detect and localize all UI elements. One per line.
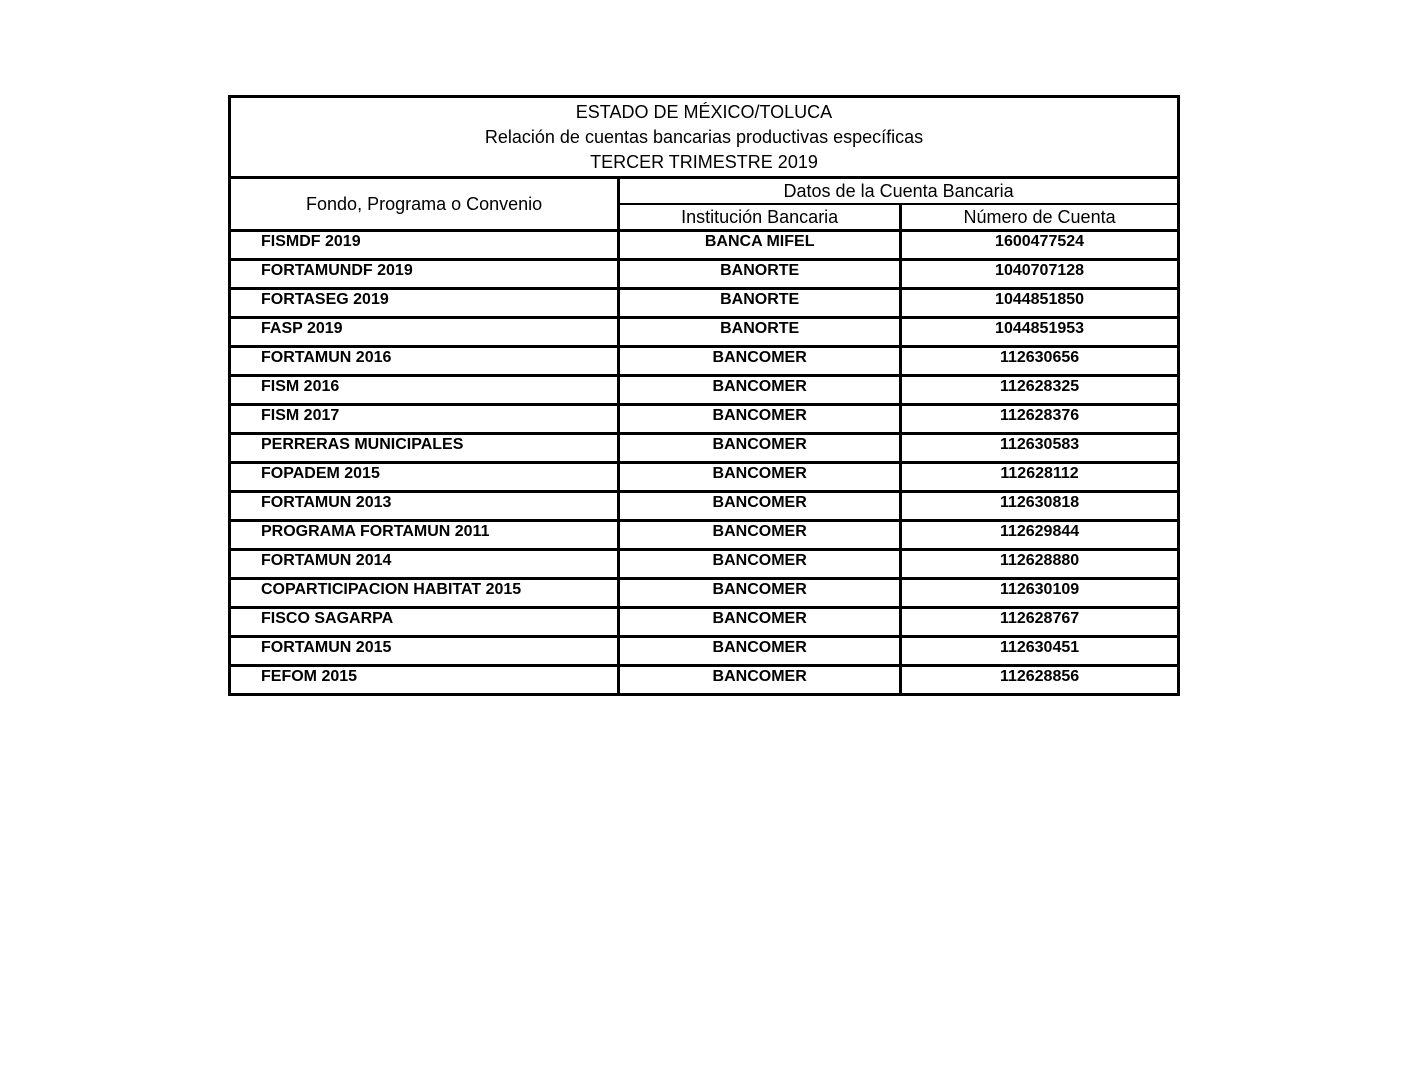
cell-numero: 112629844 bbox=[901, 521, 1179, 550]
cell-fondo: FORTAMUN 2016 bbox=[230, 347, 619, 376]
cell-fondo: PERRERAS MUNICIPALES bbox=[230, 434, 619, 463]
cell-institucion: BANCOMER bbox=[619, 347, 901, 376]
cell-numero: 112628112 bbox=[901, 463, 1179, 492]
cell-fondo: PROGRAMA FORTAMUN 2011 bbox=[230, 521, 619, 550]
cell-fondo: FORTAMUN 2015 bbox=[230, 637, 619, 666]
cell-fondo: FISCO SAGARPA bbox=[230, 608, 619, 637]
cell-numero: 112628325 bbox=[901, 376, 1179, 405]
cell-institucion: BANORTE bbox=[619, 318, 901, 347]
table-row bbox=[230, 608, 1179, 637]
cell-institucion: BANCOMER bbox=[619, 492, 901, 521]
table-row bbox=[230, 405, 1179, 434]
cell-numero: 112628856 bbox=[999, 668, 1080, 685]
cell-fondo: FISM 2017 bbox=[230, 405, 619, 434]
cell-fondo: COPARTICIPACION HABITAT 2015 bbox=[230, 579, 619, 608]
cell-numero: 1600477524 bbox=[901, 231, 1179, 260]
cell-institucion: BANCOMER bbox=[619, 550, 901, 579]
cell-institucion: BANCOMER bbox=[619, 666, 901, 695]
table-row bbox=[230, 318, 1179, 347]
cell-institucion: BANCOMER bbox=[619, 405, 901, 434]
title-block bbox=[230, 97, 1179, 178]
cell-numero: 1044851850 bbox=[901, 289, 1179, 318]
title-line-3: TERCER TRIMESTRE 2019 bbox=[590, 151, 818, 172]
table-row bbox=[230, 463, 1179, 492]
cell-institucion: BANCOMER bbox=[619, 376, 901, 405]
table-row bbox=[230, 347, 1179, 376]
cell-institucion: BANCOMER bbox=[619, 637, 901, 666]
table-row bbox=[230, 579, 1179, 608]
cell-fondo: FORTAMUN 2014 bbox=[230, 550, 619, 579]
header-row-1 bbox=[230, 178, 1179, 205]
header-institucion: Institución Bancaria bbox=[619, 204, 901, 231]
table-row bbox=[230, 434, 1179, 463]
table-row bbox=[230, 231, 1179, 260]
table-row bbox=[230, 376, 1179, 405]
cell-fondo: FOPADEM 2015 bbox=[230, 463, 619, 492]
table-row bbox=[230, 289, 1179, 318]
title-line-1: ESTADO DE MÉXICO/TOLUCA bbox=[575, 101, 833, 122]
cell-numero: 112628376 bbox=[901, 405, 1179, 434]
header-fondo: Fondo, Programa o Convenio bbox=[230, 178, 619, 231]
title-line-2: Relación de cuentas bancarias productivas específicas bbox=[484, 126, 924, 147]
cell-institucion: BANCOMER bbox=[619, 434, 901, 463]
cell-institucion: BANCOMER bbox=[619, 463, 901, 492]
cell-numero: 112630583 bbox=[901, 434, 1179, 463]
cell-numero: 112630451 bbox=[901, 637, 1179, 666]
header-numero: Número de Cuenta bbox=[901, 204, 1179, 231]
cell-fondo: FORTASEG 2019 bbox=[230, 289, 619, 318]
cell-numero: 1044851953 bbox=[901, 318, 1179, 347]
table-row bbox=[230, 666, 1179, 695]
cell-institucion: BANCA MIFEL bbox=[619, 231, 901, 260]
cell-numero: 112628767 bbox=[901, 608, 1179, 637]
accounts-table bbox=[228, 95, 1180, 696]
title-row bbox=[230, 97, 1179, 178]
table-row bbox=[230, 492, 1179, 521]
table-row bbox=[230, 521, 1179, 550]
cell-fondo: FORTAMUN 2013 bbox=[230, 492, 619, 521]
table-row bbox=[230, 260, 1179, 289]
cell-fondo: FORTAMUNDF 2019 bbox=[230, 260, 619, 289]
cell-fondo: FASP 2019 bbox=[230, 318, 619, 347]
cell-numero: 112630109 bbox=[901, 579, 1179, 608]
table-row bbox=[230, 637, 1179, 666]
cell-institucion: BANORTE bbox=[619, 260, 901, 289]
cell-numero: 112630818 bbox=[901, 492, 1179, 521]
cell-fondo: FEFOM 2015 bbox=[230, 666, 619, 695]
cell-institucion: BANCOMER bbox=[619, 579, 901, 608]
cell-numero: 1040707128 bbox=[901, 260, 1179, 289]
cell-institucion: BANORTE bbox=[619, 289, 901, 318]
cell-institucion: BANCOMER bbox=[619, 521, 901, 550]
cell-numero: 112628880 bbox=[901, 550, 1179, 579]
cell-fondo: FISMDF 2019 bbox=[230, 231, 619, 260]
cell-institucion: BANCOMER bbox=[619, 608, 901, 637]
cell-numero: 112630656 bbox=[901, 347, 1179, 376]
table-row bbox=[230, 550, 1179, 579]
cell-fondo: FISM 2016 bbox=[230, 376, 619, 405]
header-datos: Datos de la Cuenta Bancaria bbox=[619, 178, 1179, 205]
